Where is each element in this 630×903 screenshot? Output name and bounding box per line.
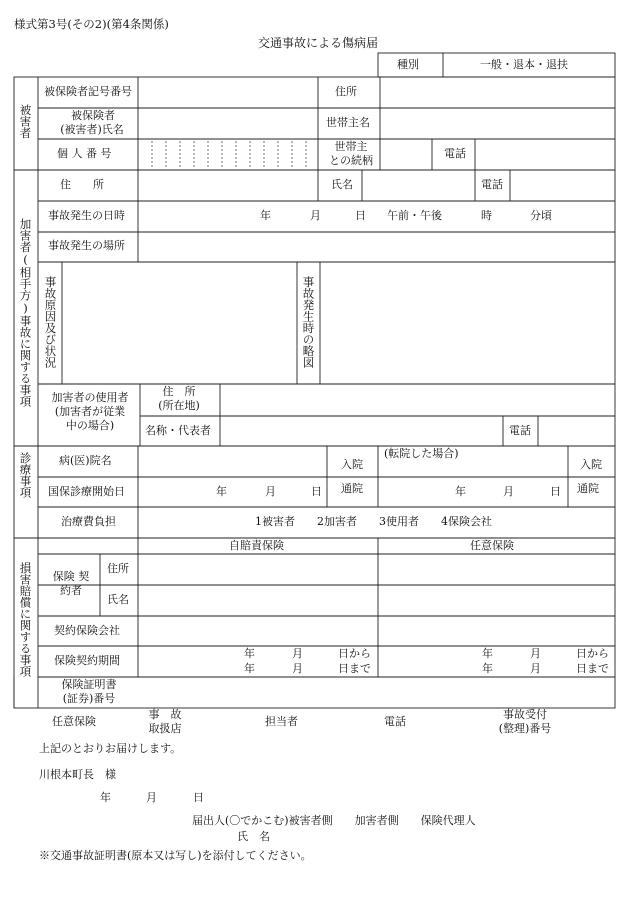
period-from-month: 月 <box>292 647 303 660</box>
bottom-phone-label: 電話 <box>384 715 406 728</box>
period-from-year: 年 <box>244 647 255 660</box>
relation-label-1: 世帯主 <box>334 140 368 153</box>
assailant-phone-label: 電話 <box>481 178 503 191</box>
admission-label: 入院 <box>341 458 363 471</box>
employer-phone-label: 電話 <box>509 424 531 437</box>
hospital-label: 病(医)院名 <box>59 454 112 467</box>
employer-label-3: 中の場合) <box>65 419 115 432</box>
victim-address-label: 住所 <box>335 85 357 98</box>
outpatient-label-2: 通院 <box>577 482 599 495</box>
accident-date-label: 事故発生の日時 <box>48 209 125 222</box>
addressee: 川根本町長 様 <box>39 768 116 781</box>
victim-phone-label: 電話 <box>444 147 466 160</box>
accident-ampm[interactable]: 午前・午後 <box>387 209 442 222</box>
attachment-note: ※交通事故証明書(原本又は写し)を添付してください。 <box>39 849 312 862</box>
insurance-company-label: 契約保険会社 <box>54 624 120 637</box>
v-period-from-day: 日から <box>576 647 609 660</box>
footer-day: 日 <box>193 791 204 804</box>
transfer-label: (転院した場合) <box>384 447 459 460</box>
receipt-label-2: (整理)番号 <box>498 722 552 735</box>
category-label: 種別 <box>397 58 419 71</box>
accident-year: 年 <box>260 209 271 222</box>
insured-number-label: 被保険者記号番号 <box>44 85 132 98</box>
transfer-year: 年 <box>455 485 466 498</box>
employer-name-label: 名称・代表者 <box>145 424 211 437</box>
holder-name-label: 氏名 <box>107 593 129 606</box>
outpatient-label: 通院 <box>341 482 363 495</box>
holder-label-2: 約者 <box>60 584 82 597</box>
footer-month: 月 <box>146 791 157 804</box>
assailant-address-label: 住 所 <box>60 178 104 191</box>
employer-address-label-1: 住 所 <box>162 385 196 398</box>
accident-month: 月 <box>310 209 321 222</box>
transfer-day: 日 <box>550 485 561 498</box>
v-period-to-month: 月 <box>530 662 541 675</box>
assailant-name-label: 氏名 <box>331 178 353 191</box>
bottom-voluntary-label: 任意保険 <box>52 715 96 728</box>
accident-sketch-label: 事故発生時の略図 <box>301 276 316 368</box>
certificate-label-2: (証券)番号 <box>62 692 116 705</box>
contract-period-label: 保険契約期間 <box>54 654 120 667</box>
start-date-label: 国保診療開始日 <box>48 485 125 498</box>
cost-options[interactable]: 1被害者 2加害者 3使用者 4保険会社 <box>255 515 492 528</box>
statement: 上記のとおりお届けします。 <box>39 742 182 755</box>
holder-label-1: 保険 契 <box>52 570 90 583</box>
accident-hour: 時 <box>481 209 492 222</box>
v-period-from-year: 年 <box>482 647 493 660</box>
period-to-day: 日まで <box>338 662 371 675</box>
declarant-options[interactable]: 届出人(〇でかこむ)被害者側 加害者側 保険代理人 <box>192 814 476 827</box>
insured-name-label-2: (被害者)氏名 <box>60 123 124 136</box>
voluntary-insurance-header: 任意保険 <box>470 539 514 552</box>
cost-label: 治療費負担 <box>61 515 116 528</box>
start-year: 年 <box>216 485 227 498</box>
start-month: 月 <box>265 485 276 498</box>
document-title: 交通事故による傷病届 <box>258 36 379 50</box>
accident-day: 日 <box>355 209 366 222</box>
form-number: 様式第3号(その2)(第4条関係) <box>14 17 169 31</box>
compulsory-insurance-header: 自賠責保険 <box>229 539 284 552</box>
v-period-to-year: 年 <box>482 662 493 675</box>
employer-label-2: (加害者が従業 <box>54 405 126 418</box>
accident-minute: 分頃 <box>530 209 552 222</box>
agency-label-1: 事 故 <box>148 708 182 721</box>
assailant-section-label: 加害者(相手方)事故に関する事項 <box>18 218 33 407</box>
start-day: 日 <box>311 485 322 498</box>
transfer-month: 月 <box>503 485 514 498</box>
person-in-charge-label: 担当者 <box>265 715 298 728</box>
period-to-month: 月 <box>292 662 303 675</box>
agency-label-2: 取扱店 <box>148 722 182 735</box>
relation-label-2: との続柄 <box>329 154 373 167</box>
certificate-label-1: 保険証明書 <box>61 678 117 691</box>
category-options[interactable]: 一般・退本・退扶 <box>480 58 568 71</box>
v-period-to-day: 日まで <box>576 662 609 675</box>
v-period-from-month: 月 <box>530 647 541 660</box>
personal-number-label: 個 人 番 号 <box>57 147 112 160</box>
victim-section-label: 被害者 <box>18 104 33 139</box>
period-to-year: 年 <box>244 662 255 675</box>
employer-address-label-2: (所在地) <box>158 399 200 412</box>
declarant-name-label: 氏 名 <box>237 830 270 843</box>
accident-cause-label: 事故原因及び状況 <box>43 276 58 368</box>
treatment-section-label: 診療事項 <box>18 452 33 498</box>
accident-place-label: 事故発生の場所 <box>48 239 125 252</box>
receipt-label-1: 事故受付 <box>503 708 547 721</box>
damage-section-label: 損害賠償に関する事項 <box>18 562 33 677</box>
householder-label: 世帯主名 <box>326 116 370 129</box>
insured-name-label-1: 被保険者 <box>71 109 115 122</box>
period-from-day: 日から <box>338 647 371 660</box>
footer-year: 年 <box>100 791 111 804</box>
employer-label-1: 加害者の使用者 <box>51 391 129 404</box>
admission-label-2: 入院 <box>580 458 602 471</box>
holder-address-label: 住所 <box>107 562 129 575</box>
